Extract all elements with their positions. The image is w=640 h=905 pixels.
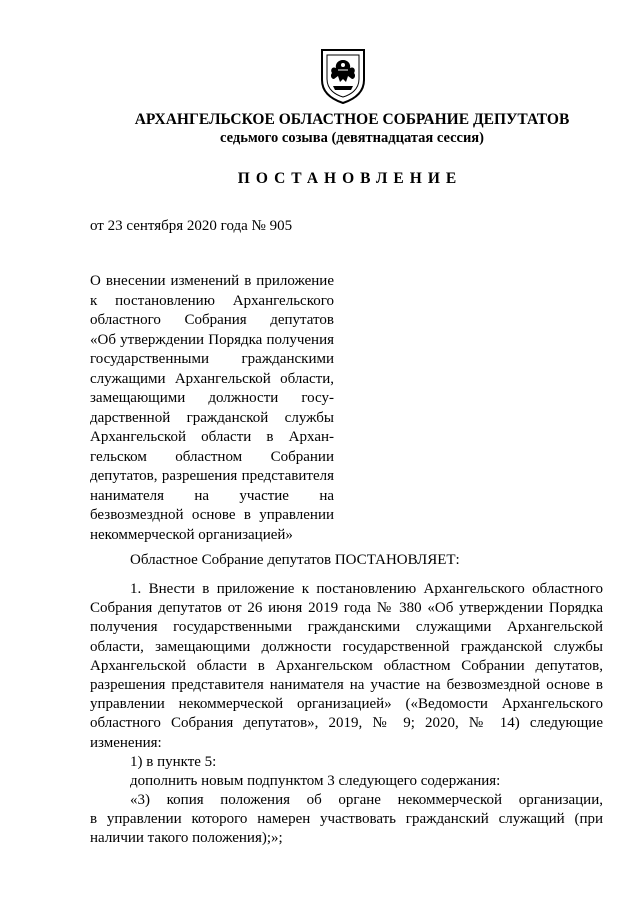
body-text: [90, 580, 603, 849]
subject-line: Архангельской области в Архан-: [90, 429, 334, 445]
body-line: 1. Внести в приложение к постановлению Архангельского областного: [130, 581, 603, 597]
subject-line: депутатов, разрешения представителя: [90, 468, 334, 484]
body-line: «3) копия положения об органе некоммерческой организации,: [130, 792, 603, 809]
subject-line: замещающими должности госу-: [90, 390, 334, 406]
subject-line: некоммерческой организацией»: [90, 526, 293, 543]
subject-line: дарственной гражданской службы: [90, 409, 334, 426]
body-line: управлении некоммерческой организацией» («Ведомости Архангельского: [90, 696, 603, 713]
body-line: в управлении которого намерен участвовать гражданский служащий (при: [90, 811, 603, 828]
subject-heading: [90, 272, 334, 545]
subject-line: О внесении изменений в приложение: [90, 273, 334, 289]
date-number-line: от 23 сентября 2020 года № 905: [90, 218, 293, 234]
body-line: области, замещающими должности государственной гражданской службы: [90, 638, 603, 655]
convocation-session: седьмого созыва (девятнадцатая сессия): [220, 130, 484, 146]
body-line: наличии такого положения);»;: [90, 830, 283, 847]
body-line: изменения:: [90, 734, 162, 751]
body-line: Архангельской области в Архангельском областном Собрании депутатов,: [90, 657, 603, 674]
subject-line: гельском областном Собрании: [90, 448, 334, 465]
subject-line: служащими Архангельской области,: [90, 370, 334, 387]
body-line: получения государственными гражданскими служащими Архангельской: [90, 619, 603, 636]
subject-line: нанимателя на участие на: [90, 487, 334, 504]
resolution-clause: Областное Собрание депутатов ПОСТАНОВЛЯЕТ:: [130, 552, 460, 568]
organization-name: АРХАНГЕЛЬСКОЕ ОБЛАСТНОЕ СОБРАНИЕ ДЕПУТАТОВ: [134, 111, 570, 128]
body-line: разрешения представителя нанимателя на участие на безвозмездной основе в: [90, 676, 603, 693]
body-line: областного Собрания депутатов», 2019, № 9; 2020, № 14) следующие: [90, 715, 603, 732]
subject-line: областного Собрания депутатов: [90, 312, 334, 328]
body-line: 1) в пункте 5:: [130, 753, 217, 770]
subject-line: государственными гражданскими: [90, 351, 334, 367]
body-line: Собрания депутатов от 26 июня 2019 года № 380 «Об утверждении Порядка: [90, 600, 603, 617]
body-line: дополнить новым подпунктом 3 следующего содержания:: [130, 772, 501, 789]
document-type-title: ПОСТАНОВЛЕНИЕ: [237, 170, 463, 187]
subject-line: «Об утверждении Порядка получения: [90, 331, 334, 348]
subject-line: к постановлению Архангельского: [90, 292, 334, 309]
subject-line: безвозмездной основе в управлении: [90, 507, 334, 523]
coat-of-arms-emblem: [318, 46, 368, 104]
